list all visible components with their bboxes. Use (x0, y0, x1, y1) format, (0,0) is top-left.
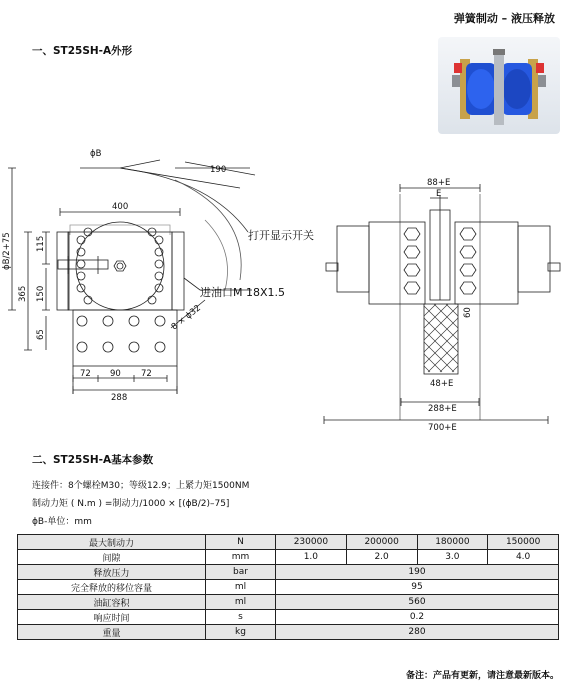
table-row (18, 610, 559, 625)
table-row (18, 550, 559, 565)
unit-note: ϕB-单位：mm (32, 517, 92, 527)
row-label: 释放压力 (18, 565, 206, 580)
row-value: 230000 (276, 535, 347, 550)
footnote: 备注：产品有更新，请注意最新版本。 (405, 671, 559, 681)
row-value: 280 (276, 625, 559, 640)
connection-note: 连接件：8个螺栓M30；等级12.9；上紧力矩1500NM (32, 481, 250, 491)
dim-e: E (436, 189, 442, 199)
row-label: 间隙 (18, 550, 206, 565)
table-row (18, 565, 559, 580)
dim-190: 190 (210, 165, 227, 175)
dim-288-e: 288+E (428, 404, 457, 414)
row-value: 150000 (488, 535, 559, 550)
dim-115: 115 (36, 235, 46, 252)
row-label: 完全释放的移位容量 (18, 580, 206, 595)
row-unit: mm (206, 550, 276, 565)
dim-65: 65 (36, 329, 46, 340)
row-value: 4.0 (488, 550, 559, 565)
dim-72-left: 72 (80, 369, 91, 379)
dim-48-e: 48+E (430, 379, 454, 389)
dim-60: 60 (463, 307, 473, 318)
row-value: 2.0 (346, 550, 417, 565)
row-value: 180000 (417, 535, 488, 550)
dim-700-e: 700+E (428, 423, 457, 433)
row-label: 最大制动力 (18, 535, 206, 550)
row-unit: bar (206, 565, 276, 580)
row-value: 95 (276, 580, 559, 595)
row-unit: s (206, 610, 276, 625)
dim-phi-b: ϕB (90, 149, 102, 159)
dim-150: 150 (36, 285, 46, 302)
row-value: 190 (276, 565, 559, 580)
dim-365: 365 (18, 285, 28, 302)
table-row (18, 580, 559, 595)
dim-288: 288 (111, 393, 128, 403)
row-unit: kg (206, 625, 276, 640)
indicator-switch-label: 打开显示开关 (248, 229, 314, 242)
oil-inlet-label: 进油口M 18X1.5 (200, 286, 286, 299)
row-label: 重量 (18, 625, 206, 640)
torque-formula: 制动力矩 ( N.m ) =制动力/1000 × [(ϕB/2)–75] (32, 499, 230, 509)
dim-400: 400 (112, 202, 129, 212)
section-1-title: 一、ST25SH-A外形 (32, 45, 133, 57)
table-row (18, 625, 559, 640)
row-value: 200000 (346, 535, 417, 550)
row-unit: ml (206, 595, 276, 610)
product-photo (438, 37, 560, 134)
row-label: 油缸容积 (18, 595, 206, 610)
dim-8-phi-32: 8 × ϕ32 (169, 303, 203, 333)
spec-table (17, 534, 559, 640)
dim-phi-b-half: ϕB/2+75 (2, 232, 12, 270)
category-header: 弹簧制动 – 液压释放 (453, 12, 555, 25)
dim-90: 90 (110, 369, 121, 379)
section-2-title: 二、ST25SH-A基本参数 (32, 454, 154, 466)
row-value: 0.2 (276, 610, 559, 625)
dim-88-e: 88+E (427, 178, 451, 188)
row-unit: ml (206, 580, 276, 595)
table-row (18, 535, 559, 550)
row-value: 3.0 (417, 550, 488, 565)
technical-drawing (0, 140, 575, 440)
row-unit: N (206, 535, 276, 550)
dim-72-right: 72 (141, 369, 152, 379)
table-row (18, 595, 559, 610)
row-value: 1.0 (276, 550, 347, 565)
row-label: 响应时间 (18, 610, 206, 625)
row-value: 560 (276, 595, 559, 610)
